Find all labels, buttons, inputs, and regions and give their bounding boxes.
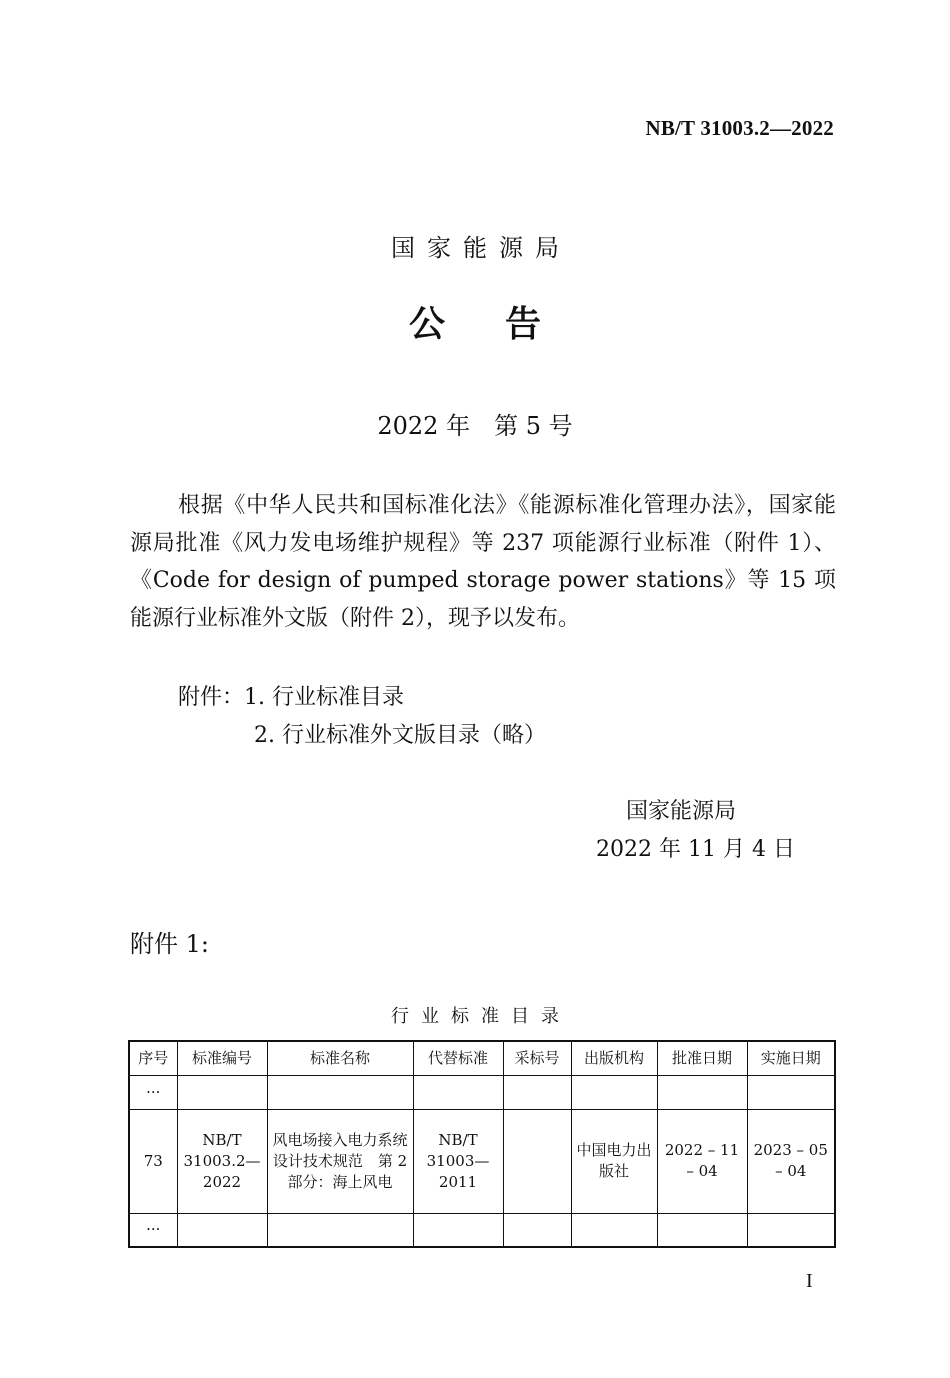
empty-cell — [503, 1075, 571, 1109]
page-number: I — [806, 1270, 813, 1292]
replaces-cell: NB/T 31003—2011 — [413, 1109, 503, 1213]
notice-body — [130, 487, 836, 637]
empty-cell — [747, 1075, 835, 1109]
column-header: 序号 — [129, 1041, 177, 1075]
column-header: 采标号 — [503, 1041, 571, 1075]
table-row — [129, 1109, 835, 1213]
notice-paragraph: 根据《中华人民共和国标准化法》《能源标准化管理办法》，国家能源局批准《风力发电场维护规程》等 237 项能源行业标准（附件 1）、《Code for design of pumped storage power stations》等 15 项能源行业标准外文版（附件 2），现予以发布。 — [130, 493, 836, 631]
attachment-line-2: 2. 行业标准外文版目录（略） — [254, 723, 546, 748]
empty-cell — [267, 1075, 413, 1109]
attachment-line-1: 附件：1. 行业标准目录 — [178, 685, 404, 710]
announcement-heading: 公告 — [408, 304, 601, 345]
empty-cell — [177, 1075, 267, 1109]
std-name-cell: 风电场接入电力系统设计技术规范 第 2 部分：海上风电 — [267, 1109, 413, 1213]
table-header-row — [129, 1041, 835, 1075]
column-header: 批准日期 — [657, 1041, 747, 1075]
column-header: 实施日期 — [747, 1041, 835, 1075]
table-title: 行业标准目录 — [391, 1006, 571, 1027]
column-header: 出版机构 — [571, 1041, 657, 1075]
empty-cell — [571, 1075, 657, 1109]
empty-cell — [503, 1213, 571, 1247]
empty-cell — [747, 1213, 835, 1247]
empty-cell — [657, 1213, 747, 1247]
table-row-ellipsis — [129, 1213, 835, 1247]
std-no-cell: NB/T 31003.2—2022 — [177, 1109, 267, 1213]
empty-cell — [657, 1075, 747, 1109]
standards-table — [128, 1040, 836, 1248]
column-header: 标准名称 — [267, 1041, 413, 1075]
effective-date-cell: 2023 – 05 – 04 — [747, 1109, 835, 1213]
adopted-no-cell — [503, 1109, 571, 1213]
ellipsis-cell: ··· — [129, 1075, 177, 1109]
signer: 国家能源局 — [626, 799, 737, 824]
issuer-title: 国家能源局 — [391, 234, 571, 262]
ellipsis-cell: ··· — [129, 1213, 177, 1247]
empty-cell — [571, 1213, 657, 1247]
annex-label: 附件 1: — [130, 930, 209, 958]
empty-cell — [267, 1213, 413, 1247]
column-header: 标准编号 — [177, 1041, 267, 1075]
sign-date: 2022 年 11 月 4 日 — [596, 837, 795, 862]
approval-date-cell: 2022 – 11 – 04 — [657, 1109, 747, 1213]
standard-number: NB/T 31003.2—2022 — [645, 116, 834, 140]
empty-cell — [413, 1213, 503, 1247]
seq-cell: 73 — [129, 1109, 177, 1213]
publisher-cell: 中国电力出版社 — [571, 1109, 657, 1213]
column-header: 代替标准 — [413, 1041, 503, 1075]
table-row-ellipsis — [129, 1075, 835, 1109]
issue-number: 2022 年 第 5 号 — [377, 412, 573, 440]
empty-cell — [177, 1213, 267, 1247]
empty-cell — [413, 1075, 503, 1109]
